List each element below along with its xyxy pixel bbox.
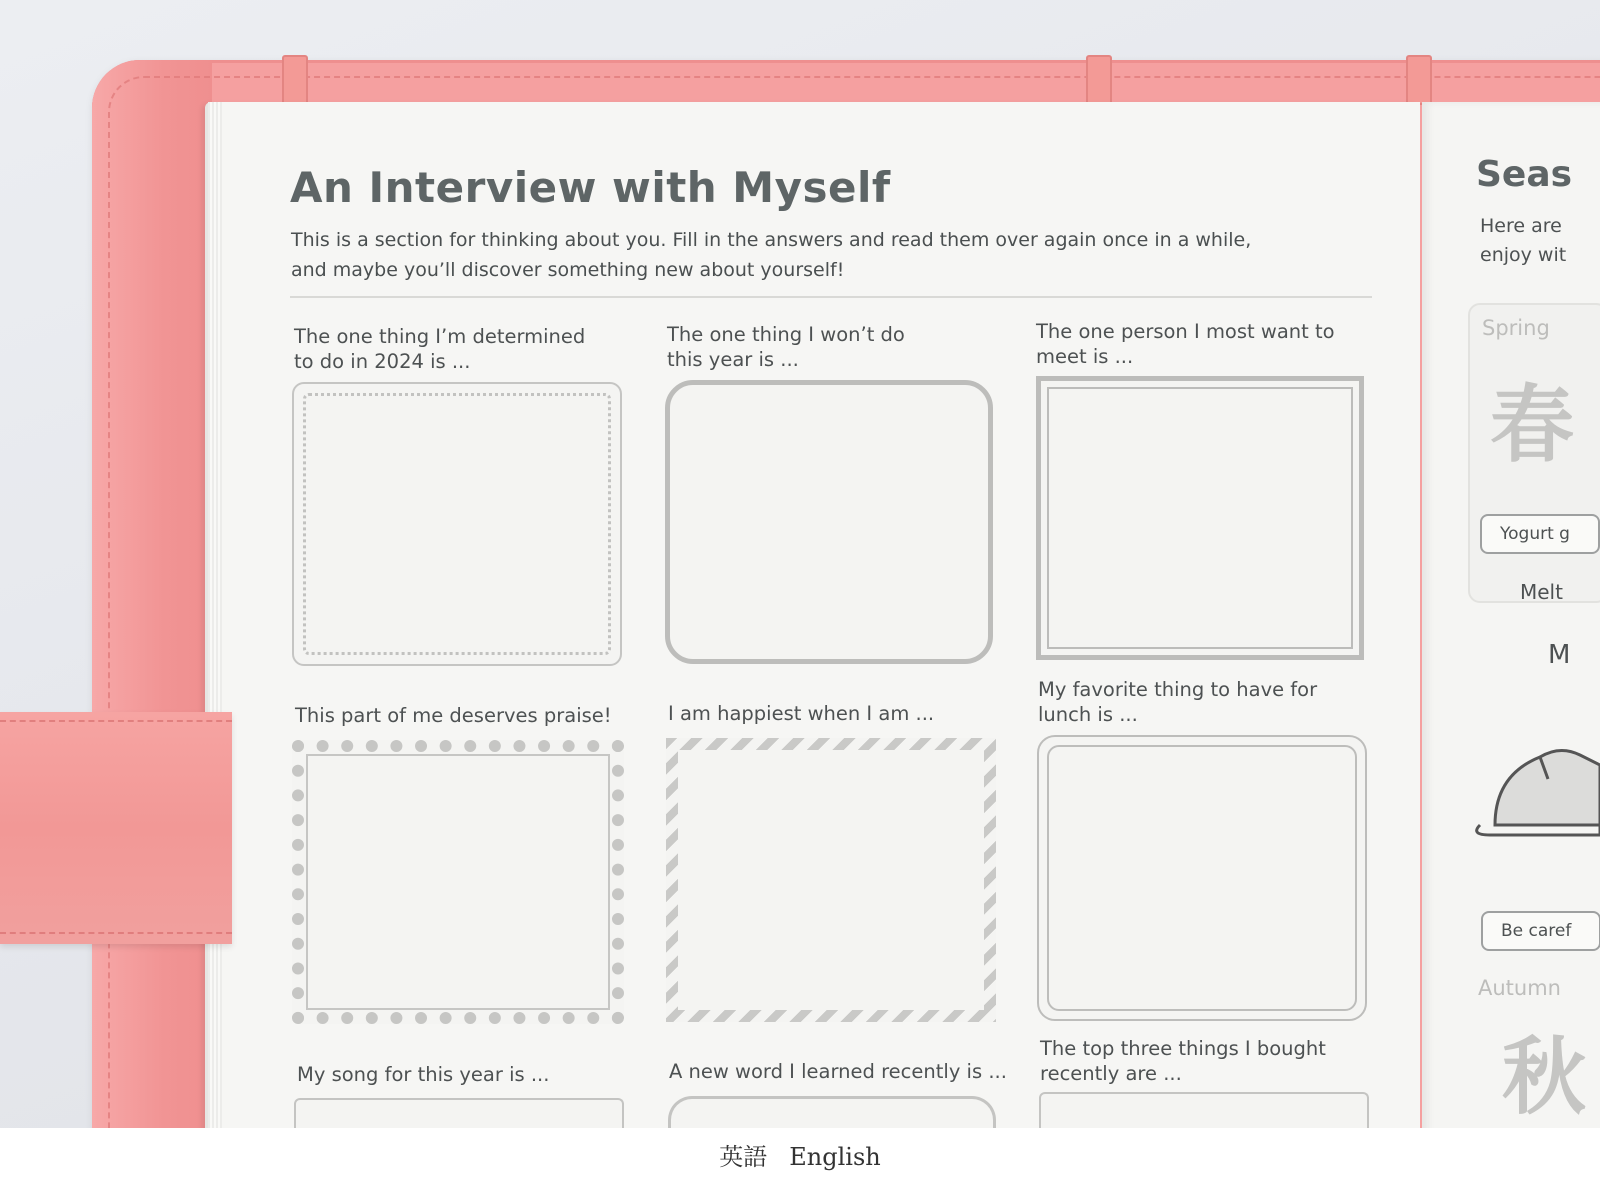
yogurt-pill: Yogurt g xyxy=(1480,514,1600,554)
right-page-intro: Here are enjoy wit xyxy=(1480,215,1567,266)
prompt-8: A new word I learned recently is ... xyxy=(669,1060,1007,1083)
prompt-7: My song for this year is ... xyxy=(297,1063,550,1086)
page-intro: This is a section for thinking about you. Fill in the answers and read them over again once in a while, and maybe you’ll discover something new about yourself! xyxy=(291,229,1252,281)
language-caption xyxy=(0,1137,1600,1172)
prompt-3: The one person I most want to meet is ... xyxy=(1036,320,1335,368)
answer-box-9[interactable] xyxy=(1039,1092,1369,1132)
answer-box-4[interactable] xyxy=(292,740,624,1024)
cover-tab xyxy=(1086,55,1112,105)
divider xyxy=(290,296,1372,298)
prompt-6: My favorite thing to have for lunch is ... xyxy=(1038,678,1318,726)
cover-tab xyxy=(1406,55,1432,105)
caption-english: English xyxy=(789,1143,881,1171)
answer-box-5[interactable] xyxy=(666,738,996,1022)
jelly-illustration-icon xyxy=(1470,735,1600,845)
pink-strap xyxy=(0,712,232,944)
spring-label: Spring xyxy=(1482,316,1550,340)
cover-tab xyxy=(282,55,308,105)
answer-box-6[interactable] xyxy=(1037,735,1367,1021)
m-text: M xyxy=(1548,640,1571,670)
prompt-5: I am happiest when I am ... xyxy=(668,702,935,725)
careful-pill: Be caref xyxy=(1481,911,1600,951)
answer-box-2[interactable] xyxy=(665,380,993,664)
autumn-kanji: 秋 xyxy=(1502,1027,1587,1126)
caption-japanese: 英語 xyxy=(719,1143,768,1171)
autumn-label: Autumn xyxy=(1478,976,1561,1000)
spring-kanji: 春 xyxy=(1490,375,1575,474)
page-title: An Interview with Myself xyxy=(290,163,891,212)
answer-box-3[interactable] xyxy=(1036,376,1364,660)
right-page-title: Seas xyxy=(1476,154,1573,195)
prompt-4: This part of me deserves praise! xyxy=(295,704,612,727)
answer-box-1[interactable] xyxy=(292,382,622,666)
prompt-1: The one thing I’m determined to do in 2024 is ... xyxy=(294,325,586,373)
melt-text: Melt xyxy=(1520,580,1563,604)
prompt-2: The one thing I won’t do this year is ... xyxy=(667,323,905,371)
prompt-9: The top three things I bought recently are ... xyxy=(1040,1037,1326,1085)
